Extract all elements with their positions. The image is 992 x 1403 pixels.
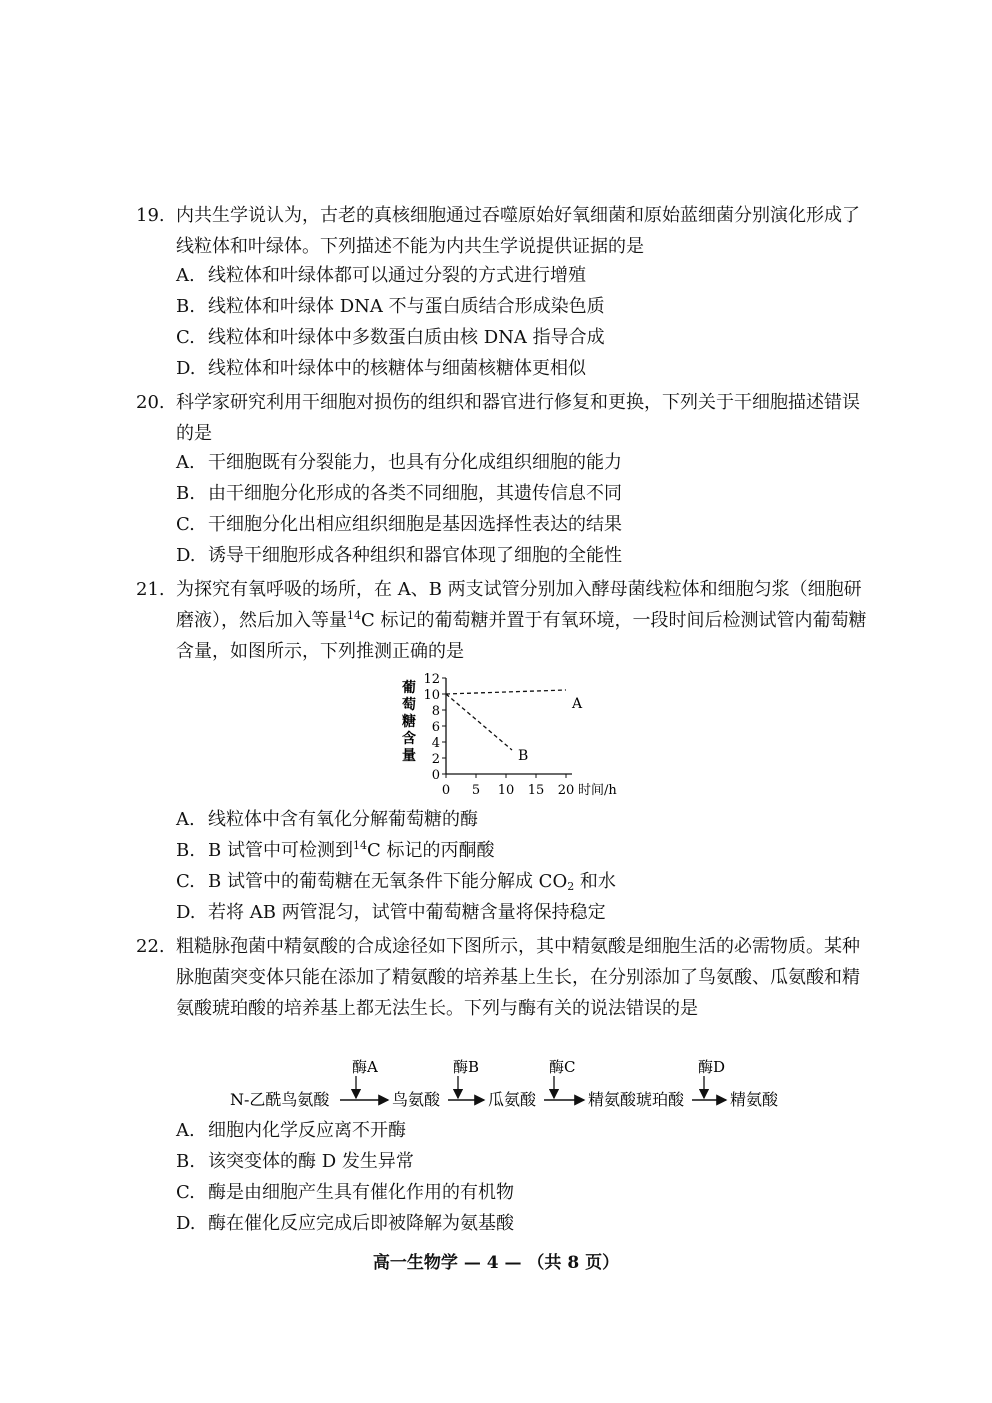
- subscript: 2: [567, 880, 575, 893]
- enzyme-b-label: 酶B: [453, 1058, 480, 1076]
- enzyme-d-label: 酶D: [698, 1058, 726, 1076]
- option-text: 若将 AB 两管混匀，试管中葡萄糖含量将保持稳定: [208, 902, 606, 923]
- option-20-c: [176, 512, 622, 538]
- enzyme-a-label: 酶A: [352, 1058, 378, 1076]
- option-text: 线粒体和叶绿体 DNA 不与蛋白质结合形成染色质: [208, 296, 605, 317]
- question-21: [136, 574, 876, 667]
- option-label: D.: [176, 358, 196, 379]
- option-label: A.: [176, 1120, 195, 1141]
- arginine-pathway-diagram: [222, 1055, 792, 1115]
- x-tick-label: 0: [441, 783, 451, 798]
- option-text: [208, 871, 616, 892]
- option-text: 酶在催化反应完成后即被降解为氨基酸: [208, 1213, 514, 1234]
- substance-argininosuccinate: 精氨酸琥珀酸: [588, 1090, 685, 1109]
- option-label: B.: [176, 1151, 195, 1172]
- option-text: 线粒体和叶绿体都可以通过分裂的方式进行增殖: [208, 265, 586, 286]
- option-label: C.: [176, 1182, 195, 1203]
- option-22-c: [176, 1180, 514, 1206]
- option-label: B.: [176, 483, 195, 504]
- x-axis-label: 时间/h: [578, 783, 617, 798]
- substance-ornithine: 鸟氨酸: [392, 1090, 441, 1109]
- question-stem: [176, 574, 876, 667]
- question-number: 19.: [136, 205, 165, 226]
- option-label: B.: [176, 296, 195, 317]
- stem-part: 为探究有氧呼吸的场所，在 A、B 两支试管分别加入酵母菌线粒体和细胞匀浆（细胞研磨液），然后加入等量: [176, 579, 862, 631]
- question-number: 21.: [136, 579, 165, 600]
- option-19-d: [176, 356, 586, 382]
- question-20: [136, 387, 876, 449]
- glucose-chart: [388, 668, 638, 803]
- text-part: C 标记的丙酮酸: [366, 840, 495, 861]
- text-part: B 试管中可检测到: [208, 840, 353, 861]
- y-tick-label: 4: [431, 736, 440, 751]
- option-22-a: [176, 1118, 406, 1144]
- isotope-superscript: 14: [352, 839, 367, 852]
- option-20-a: [176, 450, 622, 476]
- series-label-A: A: [572, 696, 583, 712]
- option-text: 干细胞既有分裂能力，也具有分化成组织细胞的能力: [208, 452, 622, 473]
- page-footer: 高一生物学 — 4 — （共 8 页）: [372, 1253, 620, 1273]
- option-text: 酶是由细胞产生具有催化作用的有机物: [208, 1182, 514, 1203]
- option-label: C.: [176, 871, 195, 892]
- question-number: 20.: [136, 392, 165, 413]
- option-22-b: [176, 1149, 414, 1175]
- option-19-b: [176, 294, 605, 320]
- option-text: 该突变体的酶 D 发生异常: [208, 1151, 414, 1172]
- question-22: [136, 931, 876, 1024]
- question-number: 22.: [136, 936, 165, 957]
- question-stem: 粗糙脉孢菌中精氨酸的合成途径如下图所示，其中精氨酸是细胞生活的必需物质。某种脉胞菌突变体只能在添加了精氨酸的培养基上生长，在分别添加了鸟氨酸、瓜氨酸和精氨酸琥珀酸的培养基上都无法生长。下列与酶有关的说法错误的是: [176, 936, 860, 1019]
- option-21-d: [176, 900, 606, 926]
- option-label: A.: [176, 452, 195, 473]
- text-part: B 试管中的葡萄糖在无氧条件下能分解成 CO: [208, 871, 568, 892]
- option-label: D.: [176, 545, 196, 566]
- series-line-A: [446, 690, 566, 694]
- y-tick-label: 12: [423, 672, 440, 687]
- enzyme-c-label: 酶C: [549, 1058, 576, 1076]
- option-20-d: [176, 543, 622, 569]
- option-label: C.: [176, 514, 195, 535]
- option-label: D.: [176, 1213, 196, 1234]
- y-tick-label: 2: [431, 752, 440, 767]
- x-tick-label: 10: [497, 783, 515, 798]
- option-19-a: [176, 263, 586, 289]
- option-19-c: [176, 325, 605, 351]
- option-text: [208, 840, 494, 861]
- substance-arginine: 精氨酸: [730, 1090, 779, 1109]
- y-tick-label: 8: [431, 704, 440, 719]
- question-stem: 科学家研究利用干细胞对损伤的组织和器官进行修复和更换，下列关于干细胞描述错误的是: [176, 392, 860, 444]
- option-text: 诱导干细胞形成各种组织和器官体现了细胞的全能性: [208, 545, 622, 566]
- option-text: 干细胞分化出相应组织细胞是基因选择性表达的结果: [208, 514, 622, 535]
- y-tick-label: 10: [423, 688, 440, 703]
- option-label: A.: [176, 809, 195, 830]
- series-line-B: [446, 694, 512, 750]
- option-21-a: [176, 807, 478, 833]
- series-label-B: B: [518, 748, 529, 764]
- option-text: 线粒体中含有氧化分解葡萄糖的酶: [208, 809, 478, 830]
- option-22-d: [176, 1211, 514, 1237]
- x-tick-label: 15: [527, 783, 545, 798]
- substance-citrulline: 瓜氨酸: [488, 1090, 537, 1109]
- x-tick-label: 5: [471, 783, 481, 798]
- y-axis-label: 葡萄糖含量: [402, 680, 416, 764]
- option-label: B.: [176, 840, 195, 861]
- isotope-superscript: 14: [347, 609, 361, 622]
- option-21-b: [176, 838, 494, 864]
- stem-part: C 标记的葡萄糖并置于有氧环境，一段时间后检测试管内葡萄糖含量，如图所示，下列推测正确的是: [176, 610, 867, 662]
- option-21-c: [176, 869, 616, 895]
- x-tick-label: 20: [557, 783, 575, 798]
- question-19: [136, 200, 876, 262]
- substance-n-acetylornithine: N-乙酰鸟氨酸: [230, 1090, 330, 1109]
- text-part: 和水: [574, 871, 616, 892]
- y-tick-label: 6: [431, 720, 440, 735]
- option-text: 由干细胞分化形成的各类不同细胞，其遗传信息不同: [208, 483, 622, 504]
- option-20-b: [176, 481, 622, 507]
- option-label: D.: [176, 902, 196, 923]
- option-label: A.: [176, 265, 195, 286]
- y-tick-label: 0: [431, 768, 440, 783]
- option-text: 线粒体和叶绿体中多数蛋白质由核 DNA 指导合成: [208, 327, 605, 348]
- option-label: C.: [176, 327, 195, 348]
- option-text: 细胞内化学反应离不开酶: [208, 1120, 406, 1141]
- question-stem: 内共生学说认为，古老的真核细胞通过吞噬原始好氧细菌和原始蓝细菌分别演化形成了线粒体和叶绿体。下列描述不能为内共生学说提供证据的是: [176, 205, 860, 257]
- option-text: 线粒体和叶绿体中的核糖体与细菌核糖体更相似: [208, 358, 586, 379]
